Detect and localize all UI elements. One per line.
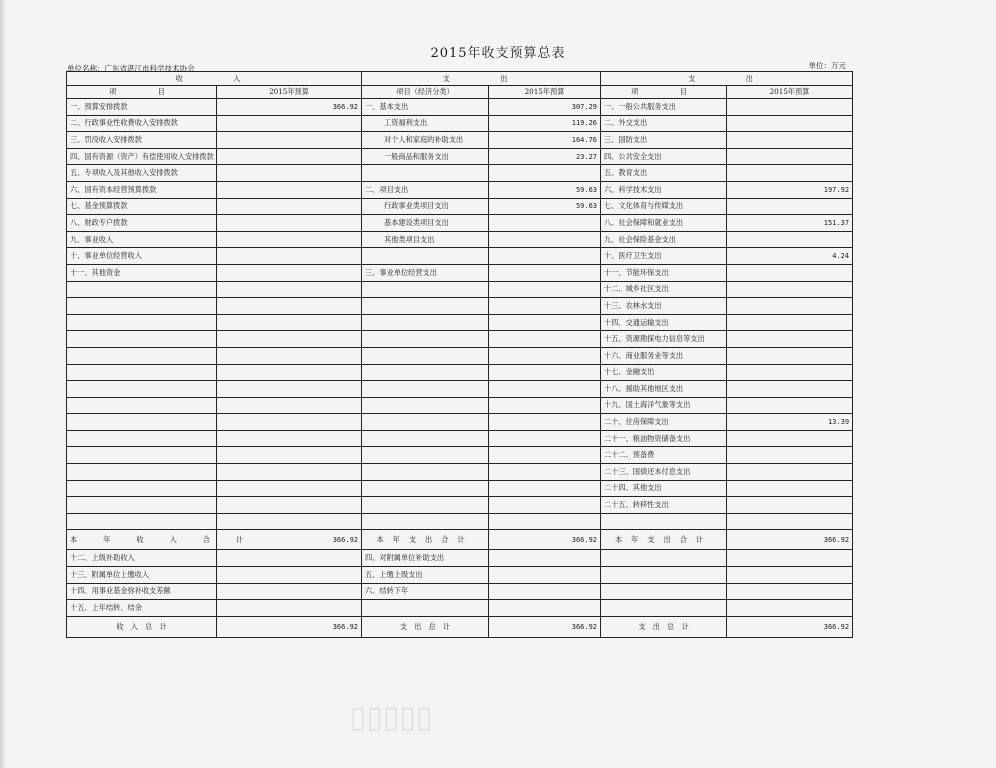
econ-budget-cell: 164.76 [489, 132, 601, 149]
income-item-cell [67, 397, 217, 414]
func-item-cell: 十六、商业服务业等支出 [601, 347, 727, 364]
income-section-header: 收 入 [67, 72, 362, 86]
income-item-cell [67, 414, 217, 431]
func-budget-cell [727, 480, 853, 497]
header-row-columns [67, 86, 853, 99]
table-row [67, 231, 853, 248]
econ-budget-cell: 23.27 [489, 148, 601, 165]
func-budget-cell [727, 99, 853, 116]
econ-item-cell [362, 497, 489, 514]
econ-item-cell: 六、结转下年 [362, 583, 489, 600]
income-budget-cell [217, 600, 362, 617]
func-item-cell: 十五、资源勘探电力信息等支出 [601, 331, 727, 348]
table-row [67, 397, 853, 414]
func-item-cell [601, 567, 727, 584]
income-budget-cell [217, 298, 362, 315]
income-budget-cell: 366.92 [217, 99, 362, 116]
table-row [67, 550, 853, 567]
func-budget-cell [727, 567, 853, 584]
income-item-cell: 十四、用事业基金弥补收支差额 [67, 583, 217, 600]
econ-budget-cell [489, 331, 601, 348]
func-budget-cell [727, 231, 853, 248]
income-item-cell [67, 298, 217, 315]
econ-budget-cell [489, 480, 601, 497]
func-item-cell: 四、公共安全支出 [601, 148, 727, 165]
income-budget-cell [217, 567, 362, 584]
econ-budget-cell [489, 513, 601, 530]
func-item-cell: 九、社会保险基金支出 [601, 231, 727, 248]
func-grand-value: 366.92 [727, 616, 853, 637]
table-row [67, 567, 853, 584]
income-budget-cell [217, 281, 362, 298]
income-budget-cell [217, 331, 362, 348]
income-budget-cell [217, 264, 362, 281]
table-row [67, 215, 853, 232]
grand-total-row [67, 616, 853, 637]
income-budget-cell [217, 248, 362, 265]
func-budget-cell [727, 331, 853, 348]
income-total-label: 本年收入合计 [67, 530, 217, 550]
func-budget-cell [727, 381, 853, 398]
income-budget-cell [217, 583, 362, 600]
econ-item-cell [362, 480, 489, 497]
econ-item-cell: 基本建设类项目支出 [362, 215, 489, 232]
econ-item-cell: 其他类项目支出 [362, 231, 489, 248]
func-item-cell: 十九、国土海洋气象等支出 [601, 397, 727, 414]
func-budget-cell: 4.24 [727, 248, 853, 265]
econ-grand-value: 366.92 [489, 616, 601, 637]
income-item-cell [67, 281, 217, 298]
income-budget-cell [217, 347, 362, 364]
expenditure-func-section-header: 支 出 [601, 72, 853, 86]
income-item-header: 项 目 [67, 86, 217, 99]
econ-item-cell [362, 165, 489, 182]
income-budget-cell [217, 414, 362, 431]
econ-item-cell: 对个人和家庭的补助支出 [362, 132, 489, 149]
income-item-cell [67, 430, 217, 447]
income-budget-cell [217, 381, 362, 398]
func-item-cell [601, 583, 727, 600]
func-budget-cell [727, 464, 853, 481]
income-grand-label: 收 入 总 计 [67, 616, 217, 637]
income-item-cell: 十、事业单位经营收入 [67, 248, 217, 265]
table-row [67, 264, 853, 281]
table-row [67, 583, 853, 600]
func-item-cell: 六、科学技术支出 [601, 181, 727, 198]
income-total-value: 366.92 [217, 530, 362, 550]
table-row [67, 497, 853, 514]
econ-item-cell [362, 364, 489, 381]
func-budget-cell [727, 497, 853, 514]
income-item-cell [67, 464, 217, 481]
econ-item-cell [362, 298, 489, 315]
table-row [67, 381, 853, 398]
func-grand-label: 支 出 总 计 [601, 616, 727, 637]
income-item-cell: 十一、其他资金 [67, 264, 217, 281]
table-row [67, 331, 853, 348]
econ-total-label: 本年支出合计 [362, 530, 489, 550]
func-budget-cell [727, 281, 853, 298]
income-item-cell: 一、预算安排拨款 [67, 99, 217, 116]
table-row [67, 513, 853, 530]
econ-budget-cell [489, 464, 601, 481]
econ-budget-cell [489, 281, 601, 298]
table-row [67, 600, 853, 617]
income-budget-cell [217, 231, 362, 248]
func-item-cell [601, 600, 727, 617]
income-budget-cell [217, 364, 362, 381]
income-budget-cell [217, 215, 362, 232]
econ-item-cell [362, 430, 489, 447]
econ-item-cell [362, 381, 489, 398]
econ-budget-cell [489, 497, 601, 514]
func-budget-cell [727, 430, 853, 447]
bleed-through-text: ▯▯▯▯▯ [350, 700, 433, 735]
econ-budget-cell [489, 381, 601, 398]
func-budget-cell: 197.92 [727, 181, 853, 198]
econ-budget-cell: 119.26 [489, 115, 601, 132]
expenditure-econ-section-header: 支 出 [362, 72, 601, 86]
income-item-cell: 五、专项收入及其他收入安排拨款 [67, 165, 217, 182]
table-row [67, 298, 853, 315]
econ-item-header: 项目（经济分类） [362, 86, 489, 99]
func-budget-cell [727, 550, 853, 567]
func-item-cell: 三、国防支出 [601, 132, 727, 149]
func-budget-cell [727, 513, 853, 530]
func-item-cell [601, 513, 727, 530]
table-row [67, 198, 853, 215]
table-row [67, 99, 853, 116]
econ-budget-cell: 307.29 [489, 99, 601, 116]
econ-budget-cell [489, 583, 601, 600]
table-row [67, 181, 853, 198]
income-budget-cell [217, 550, 362, 567]
income-budget-cell [217, 165, 362, 182]
table-row [67, 115, 853, 132]
income-item-cell [67, 364, 217, 381]
func-total-label: 本年支出合计 [601, 530, 727, 550]
income-item-cell: 十三、附属单位上缴收入 [67, 567, 217, 584]
func-budget-cell [727, 115, 853, 132]
header-row-sections [67, 72, 853, 86]
table-row [67, 447, 853, 464]
func-budget-cell [727, 447, 853, 464]
econ-budget-cell [489, 347, 601, 364]
document-title: 2015年收支预算总表 [430, 46, 566, 61]
func-item-cell: 十二、城乡社区支出 [601, 281, 727, 298]
econ-budget-cell: 59.63 [489, 198, 601, 215]
income-item-cell [67, 314, 217, 331]
func-item-cell: 十四、交通运输支出 [601, 314, 727, 331]
econ-item-cell [362, 414, 489, 431]
income-budget-cell [217, 148, 362, 165]
econ-budget-cell [489, 314, 601, 331]
income-budget-cell [217, 397, 362, 414]
econ-budget-cell [489, 414, 601, 431]
income-item-cell [67, 381, 217, 398]
income-budget-cell [217, 497, 362, 514]
func-item-cell: 十三、农林水支出 [601, 298, 727, 315]
econ-item-cell [362, 513, 489, 530]
func-item-cell: 二、外交支出 [601, 115, 727, 132]
func-item-cell: 二十、住房保障支出 [601, 414, 727, 431]
table-row [67, 165, 853, 182]
func-item-cell: 十一、节能环保支出 [601, 264, 727, 281]
table-row [67, 480, 853, 497]
econ-item-cell [362, 347, 489, 364]
func-item-cell: 十八、援助其他地区支出 [601, 381, 727, 398]
table-row [67, 248, 853, 265]
table-row [67, 148, 853, 165]
func-budget-cell [727, 165, 853, 182]
func-budget-cell: 13.39 [727, 414, 853, 431]
func-item-cell: 二十二、预备费 [601, 447, 727, 464]
income-item-cell: 八、财政专户拨款 [67, 215, 217, 232]
func-item-header: 项 目 [601, 86, 727, 99]
func-budget-header: 2015年预算 [727, 86, 853, 99]
econ-budget-cell [489, 447, 601, 464]
func-item-cell: 五、教育支出 [601, 165, 727, 182]
func-budget-cell: 151.37 [727, 215, 853, 232]
econ-item-cell: 一般商品和服务支出 [362, 148, 489, 165]
econ-budget-cell [489, 397, 601, 414]
func-budget-cell [727, 583, 853, 600]
income-budget-cell [217, 430, 362, 447]
econ-budget-header: 2015年预算 [489, 86, 601, 99]
table-row [67, 430, 853, 447]
income-item-cell [67, 513, 217, 530]
func-item-cell: 十七、金融支出 [601, 364, 727, 381]
func-item-cell: 二十四、其他支出 [601, 480, 727, 497]
func-item-cell: 二十一、粮油物资储备支出 [601, 430, 727, 447]
func-budget-cell [727, 364, 853, 381]
econ-item-cell [362, 464, 489, 481]
func-total-value: 366.92 [727, 530, 853, 550]
econ-item-cell: 一、基本支出 [362, 99, 489, 116]
func-item-cell: 十、医疗卫生支出 [601, 248, 727, 265]
budget-summary-table [66, 71, 853, 638]
income-item-cell [67, 447, 217, 464]
econ-item-cell [362, 281, 489, 298]
scan-edge [0, 0, 6, 768]
econ-item-cell: 五、上缴上级支出 [362, 567, 489, 584]
func-budget-cell [727, 347, 853, 364]
econ-item-cell: 二、项目支出 [362, 181, 489, 198]
income-budget-cell [217, 480, 362, 497]
income-item-cell: 四、国有资源（资产）有偿使用收入安排拨款 [67, 148, 217, 165]
econ-budget-cell [489, 248, 601, 265]
econ-budget-cell [489, 231, 601, 248]
econ-item-cell: 四、对附属单位补助支出 [362, 550, 489, 567]
econ-budget-cell [489, 298, 601, 315]
func-item-cell: 八、社会保障和就业支出 [601, 215, 727, 232]
func-item-cell [601, 550, 727, 567]
table-row [67, 364, 853, 381]
econ-grand-label: 支 出 总 计 [362, 616, 489, 637]
func-item-cell: 二十三、国债还本付息支出 [601, 464, 727, 481]
table-row [67, 464, 853, 481]
func-budget-cell [727, 148, 853, 165]
func-item-cell: 二十五、转移性支出 [601, 497, 727, 514]
econ-budget-cell [489, 364, 601, 381]
econ-item-cell [362, 331, 489, 348]
econ-budget-cell [489, 430, 601, 447]
income-budget-cell [217, 464, 362, 481]
econ-item-cell: 三、事业单位经营支出 [362, 264, 489, 281]
econ-budget-cell [489, 550, 601, 567]
econ-item-cell [362, 397, 489, 414]
econ-budget-cell [489, 567, 601, 584]
income-item-cell: 二、行政事业性收费收入安排拨款 [67, 115, 217, 132]
income-item-cell: 六、国有资本经营预算拨款 [67, 181, 217, 198]
income-item-cell [67, 497, 217, 514]
income-grand-value: 366.92 [217, 616, 362, 637]
func-budget-cell [727, 264, 853, 281]
table-row [67, 281, 853, 298]
income-budget-cell [217, 132, 362, 149]
income-budget-cell [217, 115, 362, 132]
income-item-cell: 十二、上级补助收入 [67, 550, 217, 567]
table-row [67, 314, 853, 331]
func-item-cell: 一、一般公共服务支出 [601, 99, 727, 116]
econ-budget-cell [489, 264, 601, 281]
func-budget-cell [727, 198, 853, 215]
income-item-cell [67, 480, 217, 497]
unit-name-label: 单位名称：广东省湛江市科学技术协会 [67, 64, 195, 73]
income-item-cell: 十五、上年结转、结余 [67, 600, 217, 617]
econ-budget-cell: 59.63 [489, 181, 601, 198]
income-budget-cell [217, 513, 362, 530]
income-budget-cell [217, 198, 362, 215]
econ-budget-cell [489, 215, 601, 232]
econ-item-cell [362, 600, 489, 617]
func-budget-cell [727, 132, 853, 149]
econ-budget-cell [489, 165, 601, 182]
income-item-cell: 九、事业收入 [67, 231, 217, 248]
currency-unit-label: 单位：万元 [808, 61, 846, 70]
income-budget-cell [217, 447, 362, 464]
table-row [67, 132, 853, 149]
func-budget-cell [727, 314, 853, 331]
func-budget-cell [727, 600, 853, 617]
econ-item-cell [362, 248, 489, 265]
econ-item-cell [362, 447, 489, 464]
income-item-cell [67, 331, 217, 348]
func-budget-cell [727, 397, 853, 414]
func-budget-cell [727, 298, 853, 315]
table-row [67, 414, 853, 431]
income-item-cell: 七、基金预算拨款 [67, 198, 217, 215]
income-budget-cell [217, 181, 362, 198]
income-budget-header: 2015年预算 [217, 86, 362, 99]
income-budget-cell [217, 314, 362, 331]
econ-item-cell [362, 314, 489, 331]
econ-total-value: 366.92 [489, 530, 601, 550]
econ-item-cell: 工资福利支出 [362, 115, 489, 132]
econ-budget-cell [489, 600, 601, 617]
annual-total-row [67, 530, 853, 550]
func-item-cell: 七、文化体育与传媒支出 [601, 198, 727, 215]
table-row [67, 347, 853, 364]
econ-item-cell: 行政事业类项目支出 [362, 198, 489, 215]
income-item-cell [67, 347, 217, 364]
income-item-cell: 三、罚没收入安排拨款 [67, 132, 217, 149]
